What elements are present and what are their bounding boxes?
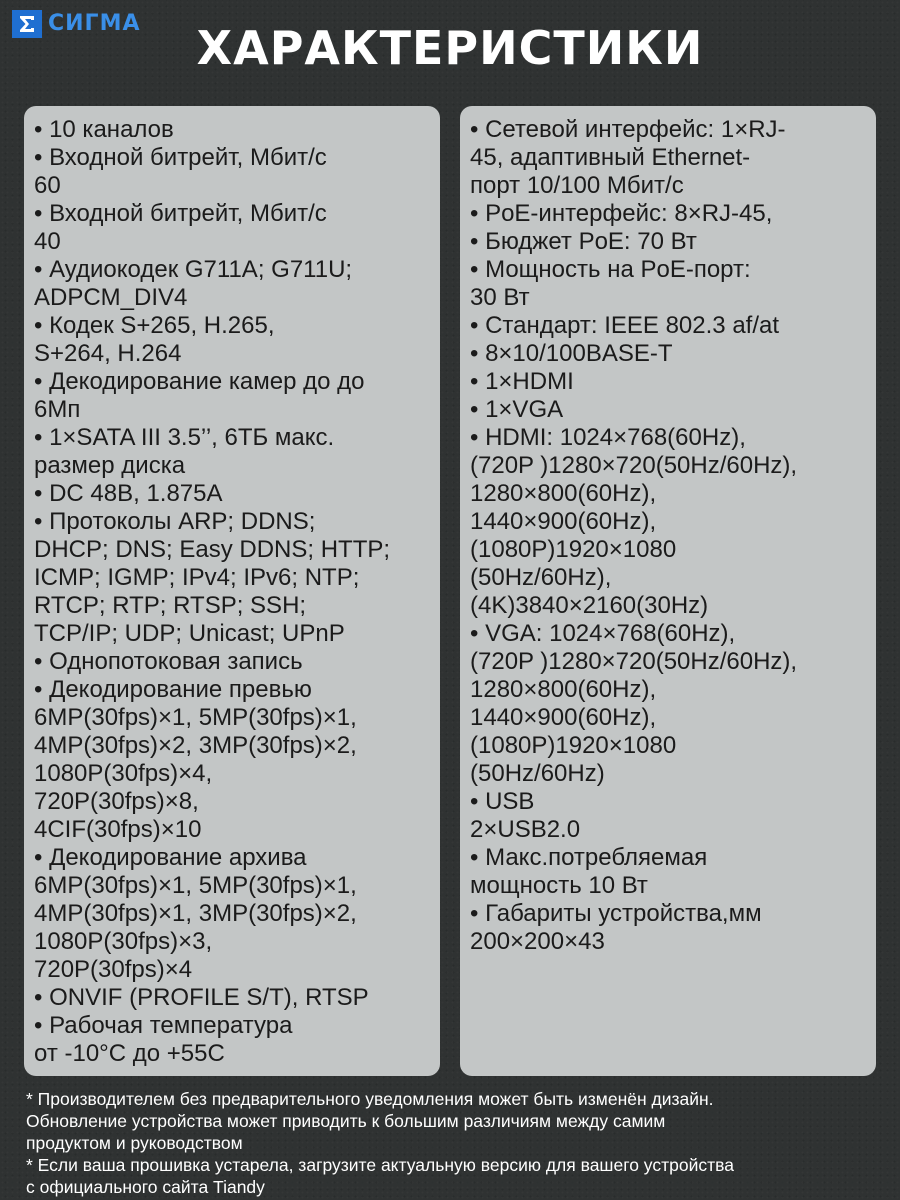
spec-item: • USB 2×USB2.0 <box>470 788 581 843</box>
spec-item: • Стандарт: IEEE 802.3 af/at <box>470 312 780 339</box>
spec-item: • DC 48В, 1.875А <box>34 480 223 507</box>
spec-item: • 1×VGA <box>470 396 564 423</box>
spec-item: • Мощность на PoE-порт: 30 Вт <box>470 256 751 311</box>
spec-item: • Аудиокодек G711A; G711U; ADPCM_DIV4 <box>34 256 353 311</box>
spec-item: • Протоколы ARP; DDNS; DHCP; DNS; Easy DDNS; HTTP; ICMP; IGMP; IPv4; IPv6; NTP; RTCP; RTP; RTSP; SSH; TCP/IP; UDP; Unicast; UPnP <box>34 508 391 647</box>
spec-item: • Рабочая температура от -10°С до +55С <box>34 1012 293 1067</box>
specs-list-left <box>34 116 440 1068</box>
spec-item: • 10 каналов <box>34 116 174 143</box>
footnote-text: * Если ваша прошивка устарела, загрузите актуальную версию для вашего устройства с официального сайта Tiandy <box>26 1155 734 1197</box>
spec-item: • HDMI: 1024×768(60Hz), (720P )1280×720(50Hz/60Hz), 1280×800(60Hz), 1440×900(60Hz), (1080P)1920×1080 (50Hz/60Hz), (4K)3840×2160(30Hz) <box>470 424 798 619</box>
spec-item: • Декодирование камер до до 6Мп <box>34 368 365 423</box>
spec-item: • Входной битрейт, Мбит/с 60 <box>34 144 327 199</box>
spec-item: • Сетевой интерфейс: 1×RJ- 45, адаптивный Ethernet- порт 10/100 Мбит/с <box>470 116 786 199</box>
spec-item: • Декодирование архива 6MP(30fps)×1, 5MP(30fps)×1, 4MP(30fps)×1, 3MP(30fps)×2, 1080P(30fps)×3, 720P(30fps)×4 <box>34 844 357 983</box>
footnote-text: * Производителем без предварительного уведомления может быть изменён дизайн. Обновление устройства может приводить к большим различиям между самим продуктом и руководством <box>26 1089 714 1153</box>
spec-item: • Бюджет PoE: 70 Вт <box>470 228 697 255</box>
spec-item: • 1×SATA III 3.5’’, 6ТБ макс. размер диска <box>34 424 335 479</box>
spec-item: • Однопотоковая запись <box>34 648 303 675</box>
specs-panel-right <box>460 106 876 1076</box>
footnotes <box>26 1088 886 1198</box>
specs-panel-left <box>24 106 440 1076</box>
spec-item: • Входной битрейт, Мбит/с 40 <box>34 200 327 255</box>
spec-item: • Макс.потребляемая мощность 10 Вт <box>470 844 708 899</box>
brand-name: СИГМА <box>48 11 141 36</box>
spec-item: • Габариты устройства,мм 200×200×43 <box>470 900 762 955</box>
spec-item: • ONVIF (PROFILE S/T), RTSP <box>34 984 369 1011</box>
spec-item: • PoE-интерфейс: 8×RJ-45, <box>470 200 773 227</box>
page-title: ХАРАКТЕРИСТИКИ <box>196 21 704 75</box>
spec-item: • 8×10/100BASE-T <box>470 340 673 367</box>
spec-item: • VGA: 1024×768(60Hz), (720P )1280×720(50Hz/60Hz), 1280×800(60Hz), 1440×900(60Hz), (1080P)1920×1080 (50Hz/60Hz) <box>470 620 798 787</box>
specs-list-right <box>470 116 876 956</box>
spec-item: • Кодек S+265, H.265, S+264, H.264 <box>34 312 275 367</box>
spec-item: • 1×HDMI <box>470 368 574 395</box>
spec-item: • Декодирование превью 6MP(30fps)×1, 5MP(30fps)×1, 4MP(30fps)×2, 3MP(30fps)×2, 1080P(30fps)×4, 720P(30fps)×8, 4CIF(30fps)×10 <box>34 676 357 843</box>
